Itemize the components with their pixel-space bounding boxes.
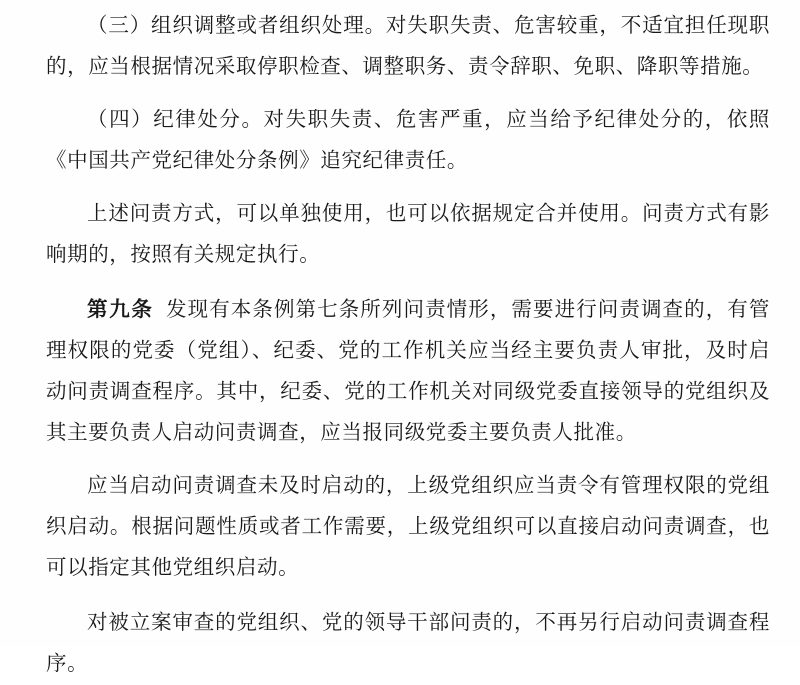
paragraph-summary: 上述问责方式，可以单独使用，也可以依据规定合并使用。问责方式有影响期的，按照有关规定执行。 <box>46 203 770 266</box>
paragraph-item-3: （三）组织调整或者组织处理。对失职失责、危害较重，不适宜担任现职的，应当根据情况采取停职检查、调整职务、责令辞职、免职、降职等措施。 <box>46 15 770 78</box>
paragraph-spacer <box>46 591 770 603</box>
paragraph-article-9-p2: 应当启动问责调查未及时启动的，上级党组织应当责令有管理权限的党组织启动。根据问题性质或者工作需要，上级党组织可以直接启动问责调查，也可以指定其他党组织启动。 <box>46 475 770 579</box>
paragraph-article-9 <box>46 290 770 454</box>
article-body-text: 发现有本条例第七条所列问责情形，需要进行问责调查的，有管理权限的党委（党组）、纪委、党的工作机关应当经主要负责人审批，及时启动问责调查程序。其中，纪委、党的工作机关对同级党委直接领导的党组织及其主要负责人启动问责调查，应当报同级党委主要负责人批准。 <box>46 299 770 444</box>
paragraph-article-9-p3: 对被立案审查的党组织、党的领导干部问责的，不再另行启动问责调查程序。 <box>46 612 770 675</box>
paragraph-spacer <box>46 90 770 100</box>
paragraph-spacer <box>46 278 770 290</box>
paragraph-spacer <box>46 184 770 194</box>
paragraph-spacer <box>46 456 770 466</box>
article-number-label: 第九条 <box>87 299 154 321</box>
paragraph-item-4: （四）纪律处分。对失职失责、危害严重，应当给予纪律处分的，依照《中国共产党纪律处分条例》追究纪律责任。 <box>46 109 770 172</box>
